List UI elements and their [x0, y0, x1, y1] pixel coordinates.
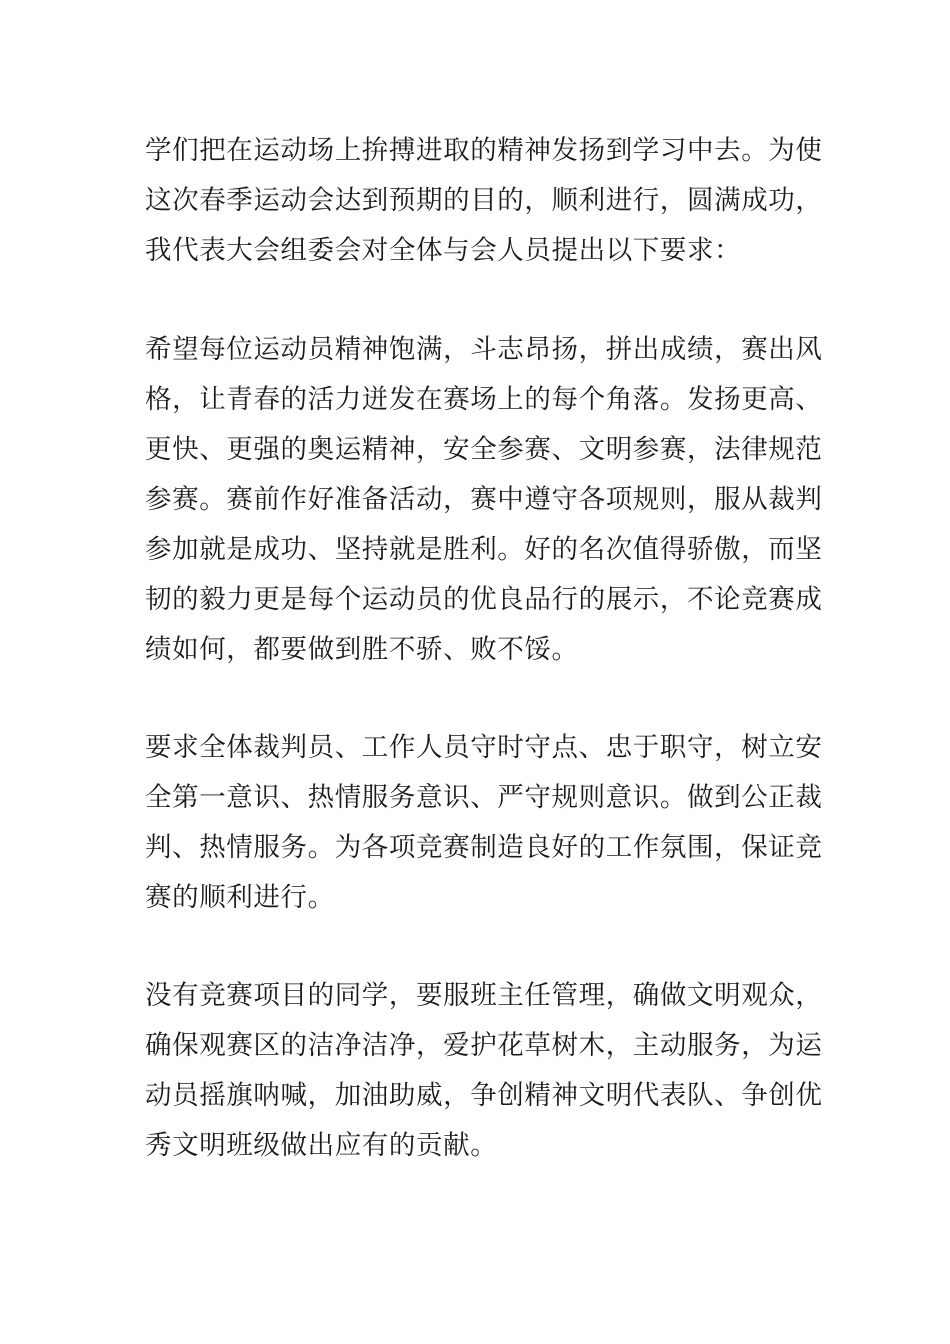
text-line: 更快、更强的奥运精神，安全参赛、文明参赛，法律规范 — [145, 434, 823, 465]
text-line: 参赛。赛前作好准备活动，赛中遵守各项规则，服从裁判 — [145, 484, 823, 515]
text-line: 绩如何，都要做到胜不骄、败不馁。 — [145, 634, 579, 665]
text-line: 秀文明班级做出应有的贡献。 — [145, 1130, 498, 1161]
text-line: 动员摇旗呐喊，加油助威，争创精神文明代表队、争创优 — [145, 1080, 823, 1111]
text-line: 判、热情服务。为各项竞赛制造良好的工作氛围，保证竞 — [145, 832, 823, 863]
text-line: 韧的毅力更是每个运动员的优良品行的展示，不论竞赛成 — [145, 584, 823, 615]
text-line: 要求全体裁判员、工作人员守时守点、忠于职守，树立安 — [145, 732, 823, 763]
text-line: 全第一意识、热情服务意识、严守规则意识。做到公正裁 — [145, 782, 823, 813]
text-line: 参加就是成功、坚持就是胜利。好的名次值得骄傲，而坚 — [145, 534, 823, 565]
text-line: 没有竞赛项目的同学，要服班主任管理，确做文明观众， — [145, 980, 823, 1011]
text-line: 确保观赛区的洁净洁净，爱护花草树木，主动服务，为运 — [145, 1030, 823, 1061]
text-line: 学们把在运动场上拚搏进取的精神发扬到学习中去。为使 — [145, 135, 823, 166]
text-line: 格，让青春的活力迸发在赛场上的每个角落。发扬更高、 — [145, 384, 823, 415]
text-line: 我代表大会组委会对全体与会人员提出以下要求： — [145, 235, 742, 266]
text-line: 希望每位运动员精神饱满，斗志昂扬，拼出成绩，赛出风 — [145, 334, 823, 365]
text-line: 这次春季运动会达到预期的目的，顺利进行，圆满成功， — [145, 185, 823, 216]
text-line: 赛的顺利进行。 — [145, 882, 335, 913]
